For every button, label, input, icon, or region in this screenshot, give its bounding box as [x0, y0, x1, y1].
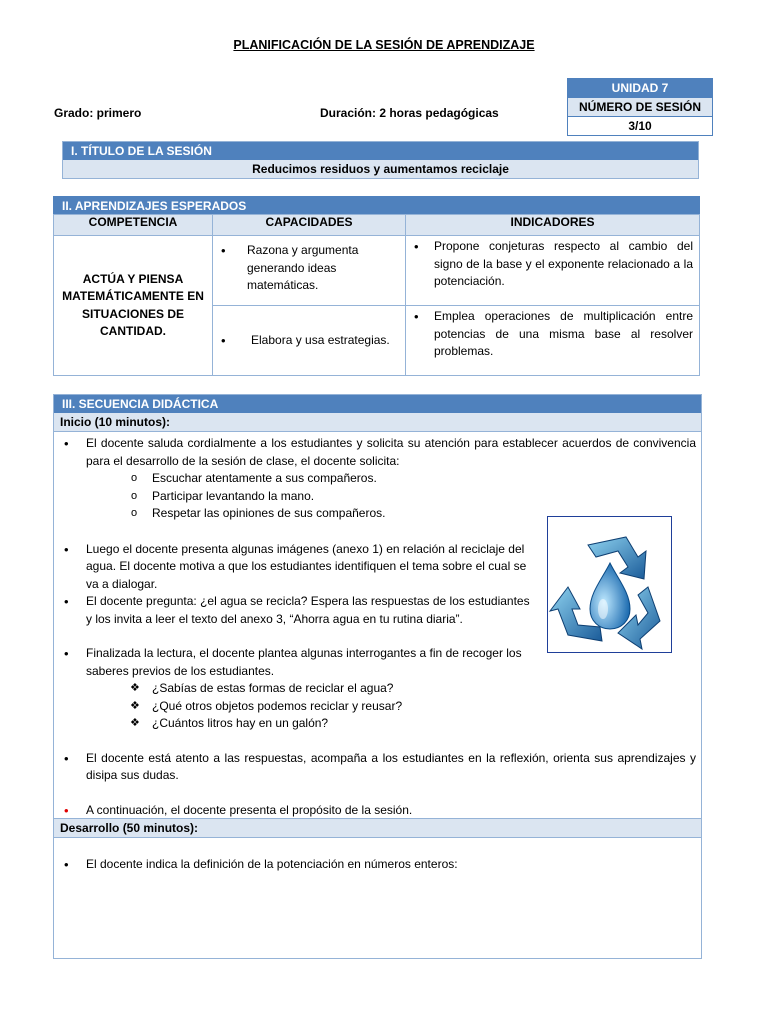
capacidad-2-text: • Elabora y usa estrategias. [213, 332, 399, 350]
competencia-cell: ACTÚA Y PIENSA MATEMÁTICAMENTE EN SITUACIONES DE CANTIDAD. [54, 236, 213, 376]
paragraph-saludo: • El docente saluda cordialmente a los estudiantes y solicita su atención para establecer acuerdos de convivencia para el desarrollo de la sesión de clase, el docente solicita: [56, 435, 696, 470]
col-indicadores: INDICADORES [406, 215, 700, 236]
capacidad-1-text: • Razona y argumenta generando ideas matemáticas. [213, 242, 399, 295]
section-titulo [62, 141, 699, 179]
document-title: PLANIFICACIÓN DE LA SESIÓN DE APRENDIZAJE [233, 38, 535, 52]
session-title: Reducimos residuos y aumentamos reciclaje [63, 160, 698, 178]
col-capacidades: CAPACIDADES [213, 215, 406, 236]
inicio-label: Inicio (10 minutos): [54, 413, 701, 432]
section-aprendizajes [53, 196, 700, 376]
col-competencia: COMPETENCIA [54, 215, 213, 236]
section-secuencia-header: III. SECUENCIA DIDÁCTICA [54, 395, 701, 413]
question-1: ❖ ¿Sabías de estas formas de reciclar el agua? [56, 680, 696, 698]
desarrollo-label: Desarrollo (50 minutos): [54, 818, 701, 838]
paragraph-pregunta: • El docente pregunta: ¿el agua se recicla? Espera las respuestas de los estudiantes y los invita a leer el texto del anexo 3, “Ahorra agua en tu rutina diaria”. [56, 593, 538, 628]
aprendizajes-table [53, 214, 700, 376]
indicador-1-text: • Propone conjeturas respecto al cambio del signo de la base y el exponente relacionado a la potenciación. [406, 238, 693, 291]
numero-sesion-label: NÚMERO DE SESIÓN [568, 98, 712, 117]
question-3: ❖ ¿Cuántos litros hay en un galón? [56, 715, 696, 733]
paragraph-imagenes: • Luego el docente presenta algunas imágenes (anexo 1) en relación al reciclaje del agua. El docente motiva a que los estudiantes identifiquen el tema sobre el cual se va a dialogar. [56, 541, 538, 594]
indicador-2-cell [406, 306, 700, 376]
numero-sesion-value: 3/10 [628, 119, 652, 133]
section-secuencia [53, 394, 702, 959]
acuerdo-2: o Participar levantando la mano. [56, 488, 696, 506]
question-2: ❖ ¿Qué otros objetos podemos reciclar y reusar? [56, 698, 696, 716]
indicador-1-cell [406, 236, 700, 306]
paragraph-definicion: • El docente indica la definición de la potenciación en números enteros: [56, 856, 458, 874]
capacidad-1-cell [213, 236, 406, 306]
indicador-2-text: • Emplea operaciones de multiplicación entre potencias de una misma base al resolver problemas. [406, 308, 693, 361]
duracion-label: Duración: 2 horas pedagógicas [320, 106, 499, 120]
capacidad-2-cell [213, 306, 406, 376]
section-aprendizajes-header: II. APRENDIZAJES ESPERADOS [53, 196, 700, 214]
paragraph-proposito: • A continuación, el docente presenta el propósito de la sesión. [56, 802, 696, 820]
unit-box [567, 78, 713, 136]
section-titulo-header: I. TÍTULO DE LA SESIÓN [63, 142, 698, 160]
paragraph-lectura: • Finalizada la lectura, el docente plantea algunas interrogantes a fin de recoger los saberes previos de los estudiantes. [56, 645, 538, 680]
grado-label: Grado: primero [54, 106, 142, 120]
acuerdo-1: o Escuchar atentamente a sus compañeros. [56, 470, 696, 488]
paragraph-respuestas: • El docente está atento a las respuestas, acompaña a los estudiantes en la reflexión, orienta sus aprendizajes y disipa sus dudas. [56, 750, 696, 785]
unidad-label: UNIDAD 7 [568, 79, 712, 98]
recycle-water-drop-icon [548, 517, 671, 652]
acuerdo-3: o Respetar las opiniones de sus compañeros. [56, 505, 696, 523]
recycle-image [547, 516, 672, 653]
